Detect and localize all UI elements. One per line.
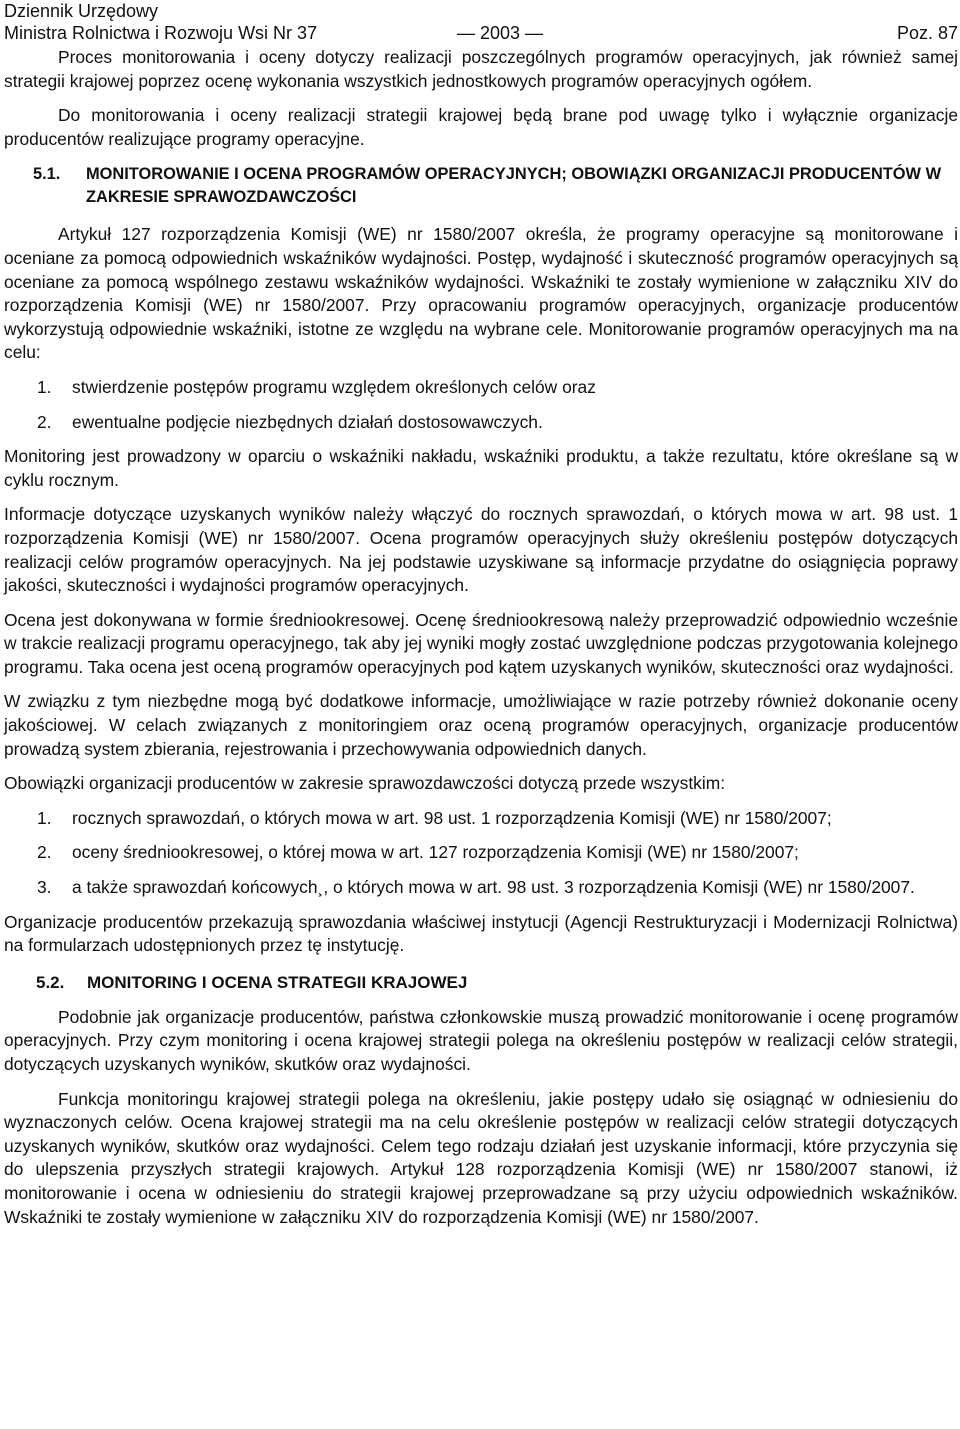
publication-year: — 2003 — (457, 23, 544, 43)
ministry-line: Ministra Rolnictwa i Rozwoju Wsi Nr 37 (4, 23, 318, 43)
paragraph-monitoring: Monitoring jest prowadzony w oparciu o wskaźniki nakładu, wskaźniki produktu, a także rezultatu, które określane są w cyklu rocznym. (4, 446, 958, 490)
paragraph-informacje: Informacje dotyczące uzyskanych wyników należy włączyć do rocznych sprawozdań, o których mowa w art. 98 ust. 1 rozporządzenia Komisji (WE) nr 1580/2007. Ocena programów operacyjnych służy określeniu postępów dotyczących realizacji celów programów operacyjnych. Na jej podstawie uzyskiwane są informacje przydatne do osiągnięcia poprawy jakości, skuteczności i wydajności programów operacyjnych. (4, 504, 958, 596)
list-item (4, 411, 958, 435)
list-text: oceny średniookresowej, o której mowa w art. 127 rozporządzenia Komisji (WE) nr 1580/2007; (72, 842, 799, 863)
document-page (4, 0, 958, 1229)
section-heading-5-1 (4, 163, 958, 209)
paragraph-przekazuja: Organizacje producentów przekazują sprawozdania właściwej instytucji (Agencji Restrukturyzacji i Modernizacji Rolnictwa) na formularzach udostępnionych przez tę instytucję. (4, 911, 958, 956)
paragraph-intro-2: Do monitorowania i oceny realizacji strategii krajowej będą brane pod uwagę tylko i wyłącznie organizacje producentów realizujące programy operacyjne. (4, 105, 958, 149)
paragraph-funkcja: Funkcja monitoringu krajowej strategii polega na określeniu, jakie postępy udało się osiągnąć w odniesieniu do wyznaczonych celów. Ocena krajowej strategii ma na celu określenie postępów w realizacji celów strategii dotyczących uzyskanych wyników, skutków oraz wydajności. Celem tego rodzaju działań jest uzyskanie informacji, które przyczynia się do ulepszenia przyszłych strategii krajowych. Artykuł 128 rozporządzenia Komisji (WE) nr 1580/2007 stanowi, iż monitorowanie i ocena w odniesieniu do strategii krajowej przeprowadzane są przy użyciu odpowiednich wskaźników. Wskaźniki te zostały wymienione w załączniku XIV do rozporządzenia Komisji (WE) nr 1580/2007. (4, 1088, 958, 1227)
section-title: MONITORING I OCENA STRATEGII KRAJOWEJ (87, 972, 468, 992)
list-text: a także sprawozdań końcowych¸, o których mowa w art. 98 ust. 3 rozporządzenia Komisji (WE) nr 1580/2007. (72, 877, 915, 898)
page-header (4, 0, 958, 46)
section-number: 5.1. (33, 165, 61, 184)
paragraph-ocena: Ocena jest dokonywana w formie średniookresowej. Ocenę średniookresową należy przeprowadzić odpowiednio wcześnie w trakcie realizacji programu operacyjnego, tak aby jej wyniki mogły zostać uwzględnione podczas przygotowania kolejnego programu. Taka ocena jest oceną programów operacyjnych pod kątem uzyskanych wyników, skuteczności oraz wydajności. (4, 609, 958, 677)
paragraph-zwiazek: W związku z tym niezbędne mogą być dodatkowe informacje, umożliwiające w razie potrzeby również dokonanie oceny jakościowej. W celach związanych z monitoringiem oraz oceną programów operacyjnych, organizacje producentów prowadzą system zbierania, rejestrowania i przechowywania odpowiednich danych. (4, 691, 958, 759)
list-number: 2. (37, 842, 52, 863)
list-item (4, 841, 958, 865)
paragraph-article-127: Artykuł 127 rozporządzenia Komisji (WE) nr 1580/2007 określa, że programy operacyjne są monitorowane i oceniane za pomocą odpowiednich wskaźników wydajności. Postęp, wydajność i skuteczność programów operacyjnych są oceniane za pomocą wspólnego zestawu wskaźników wydajności. Wskaźniki te zostały wymienione w załączniku XIV do rozporządzenia Komisji (WE) nr 1580/2007. Przy opracowaniu programów operacyjnych, organizacje producentów wykorzystują odpowiednie wskaźniki, istotne ze względu na wybrane cele. Monitorowanie programów operacyjnych ma na celu: (4, 224, 958, 363)
list-number: 1. (37, 807, 52, 828)
section-title: MONITOROWANIE I OCENA PROGRAMÓW OPERACYJNYCH; OBOWIĄZKI ORGANIZACJI PRODUCENTÓW W ZAKRESIE SPRAWOZDAWCZOŚCI (86, 165, 942, 207)
list-text: rocznych sprawozdań, o których mowa w art. 98 ust. 1 rozporządzenia Komisji (WE) nr 1580/2007; (72, 807, 832, 828)
paragraph-intro-1: Proces monitorowania i oceny dotyczy realizacji poszczególnych programów operacyjnych, jak również samej strategii krajowej poprzez ocenę wykonania wszystkich jednostkowych programów operacyjnych ogółem. (4, 47, 958, 91)
publication-title: Dziennik Urzędowy (4, 1, 159, 21)
list-item (4, 807, 958, 831)
position-number: Poz. 87 (896, 23, 958, 43)
list-item (4, 876, 958, 900)
list-text: ewentualne podjęcie niezbędnych działań dostosowawczych. (72, 411, 543, 432)
list-number: 3. (37, 877, 52, 898)
list-number: 2. (37, 411, 52, 432)
paragraph-podobnie: Podobnie jak organizacje producentów, państwa członkowskie muszą prowadzić monitorowanie i ocenę programów operacyjnych. Przy czym monitoring i ocena krajowej strategii polega na określeniu postępów w realizacji celów strategii, dotyczących uzyskanych wyników, skutków oraz wydajności. (4, 1006, 958, 1074)
list-number: 1. (37, 376, 52, 397)
section-number: 5.2. (36, 972, 65, 992)
list-item (4, 376, 958, 400)
section-heading-5-2 (4, 971, 958, 994)
paragraph-obowiazki: Obowiązki organizacji producentów w zakresie sprawozdawczości dotyczą przede wszystkim: (4, 773, 726, 794)
list-text: stwierdzenie postępów programu względem określonych celów oraz (72, 376, 596, 397)
